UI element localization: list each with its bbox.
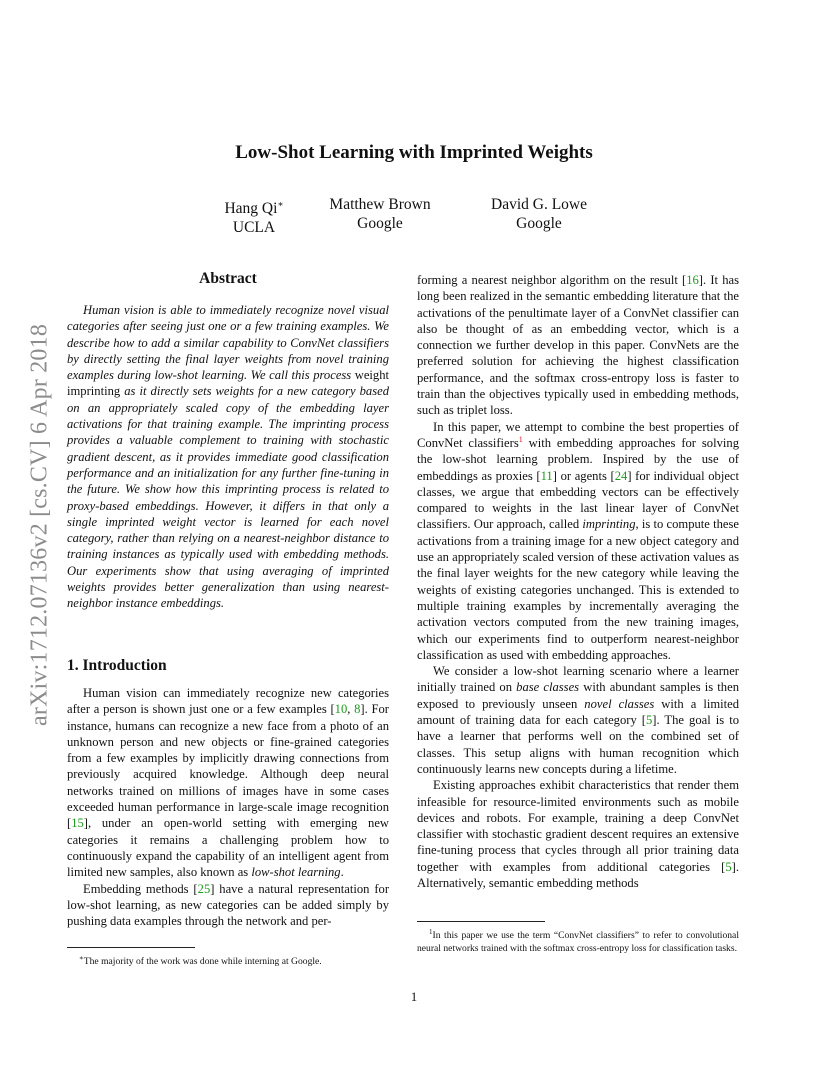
paper-title: Low-Shot Learning with Imprinted Weights: [235, 142, 593, 163]
footnote-rule: [417, 921, 545, 922]
citation-link[interactable]: 25: [197, 881, 211, 896]
author-affiliation: Google: [357, 215, 403, 232]
citation-link[interactable]: 5: [645, 713, 653, 728]
section-heading-introduction: 1. Introduction: [67, 657, 167, 674]
citation-link[interactable]: 10: [334, 702, 348, 717]
right-column-body: [417, 272, 739, 891]
paragraph: Human vision can immediately recognize new categories after a person is shown just one or a few examples [10, 8]. For instance, humans can recognize a new face from a photo of an unknown person and new objects or fine-grained categories from a few examples by implicitly drawing connections from previously acquired knowledge. Although deep neural networks trained on millions of images have in some cases exceeded human performance in large-scale image recognition [15], under an open-world setting with emerging new categories it remains a challenging problem how to continuously expand the capability of an intelligent agent from limited new samples, also known as low-shot learning.: [67, 686, 389, 880]
footnote-right: $^1$In this paper we use the term “ConvNet classifiers” to refer to convolutional neural networks trained with the softmax cross-entropy loss for classification tasks.: [417, 928, 739, 954]
paragraph: forming a nearest neighbor algorithm on the result [16]. It has long been realized in the semantic embedding literature that the activations of the penultimate layer of a ConvNet classifier can also be thought of as an embedding vector, which is a connection we further develop in this paper. ConvNets are the preferred solution for achieving the highest classification performance, and the softmax cross-entropy loss is faster to train than the objectives typically used in embedding methods, such as triplet loss.: [417, 273, 739, 418]
footnote-rule: [67, 947, 195, 948]
author-affiliation: Google: [516, 215, 562, 232]
paragraph: In this paper, we attempt to combine the best properties of ConvNet classifiers$^1$ with embedding approaches for solving the low-shot learning problem. Inspired by the use of embeddings as proxies [11] or agents [24] for individual object classes, we argue that embedding vectors can be effectively compared to weights in the last linear layer of ConvNet classifiers. Our approach, called imprinting, is to compute these activations from a training image for a new object category and use an appropriately scaled version of these activation values as the final layer weights for the new category while leaving the weights of existing categories unchanged. This is extended to multiple training examples by incrementally averaging the activation vectors computed from the new training images, which our experiments find to outperform nearest-neighbor classification as used with embedding approaches.: [417, 419, 739, 662]
author-matthew-brown: [320, 195, 440, 233]
citation-link[interactable]: 5: [725, 859, 732, 874]
paragraph: Existing approaches exhibit characteristics that render them infeasible for resource-limited environments such as mobile devices and robots. For example, training a deep ConvNet classifier with stochastic gradient descent requires an extensive fine-tuning process that cycles through all prior training data together with examples from additional categories [5]. Alternatively, semantic embedding methods: [417, 778, 739, 890]
author-name: David G. Lowe: [491, 196, 587, 213]
arxiv-identifier: arXiv:1712.07136v2 [cs.CV] 6 Apr 2018: [26, 323, 53, 727]
citation-link[interactable]: 8: [354, 702, 361, 717]
author-affiliation: UCLA: [232, 219, 276, 237]
author-hang-qi: [212, 195, 296, 237]
page-number: 1: [410, 990, 418, 1004]
footnote-left: ∗The majority of the work was done while interning at Google.: [79, 954, 322, 968]
paragraph: Embedding methods [25] have a natural representation for low-shot learning, as new categories can be added simply by pushing data examples through the network and per-: [67, 881, 390, 929]
citation-link[interactable]: 11: [540, 468, 553, 483]
author-name: Hang Qi: [224, 200, 278, 218]
arxiv-sidebar: [20, 290, 60, 760]
abstract-text: Human vision is able to immediately recognize novel visual categories after seeing just one or a few training examples. We describe how to add a similar capability to ConvNet classifiers by directly setting the final layer weights from novel training examples during low-shot learning. We call this process weight imprinting as it directly sets weights for a new category based on an appropriately scaled copy of the embedding layer activations for that training example. The imprinting process provides a valuable complement to training with stochastic gradient descent, as it provides immediate good classification performance and an initialization for any further fine-tuning in the future. We show how this imprinting process is related to proxy-based embeddings. However, it differs in that only a single imprinted weight vector is learned for each novel category, rather than relying on a nearest-neighbor distance to training instances as typically used with embedding methods. Our experiments show that using averaging of imprinted weights provides better generalization than using nearest-neighbor instance embeddings.: [67, 303, 389, 611]
paragraph: We consider a low-shot learning scenario where a learner initially trained on base classes with abundant samples is then exposed to previously unseen novel classes with a limited amount of training data for each category [5]. The goal is to have a learner that performs well on the combined set of classes. This setup aligns with human recognition which continuously learns new concepts during a lifetime.: [417, 664, 740, 776]
author-name: Matthew Brown: [329, 196, 431, 213]
abstract-heading: Abstract: [199, 270, 257, 287]
footnote-ref-link[interactable]: 1: [518, 434, 523, 444]
intro-body: [67, 685, 389, 929]
citation-link[interactable]: 15: [71, 816, 84, 831]
abstract-term: weight imprinting: [67, 368, 389, 399]
citation-link[interactable]: 16: [686, 273, 699, 287]
author-block: [0, 195, 828, 235]
citation-link[interactable]: 24: [614, 468, 628, 483]
author-mark: ∗: [277, 199, 284, 209]
author-david-lowe: [480, 195, 598, 233]
